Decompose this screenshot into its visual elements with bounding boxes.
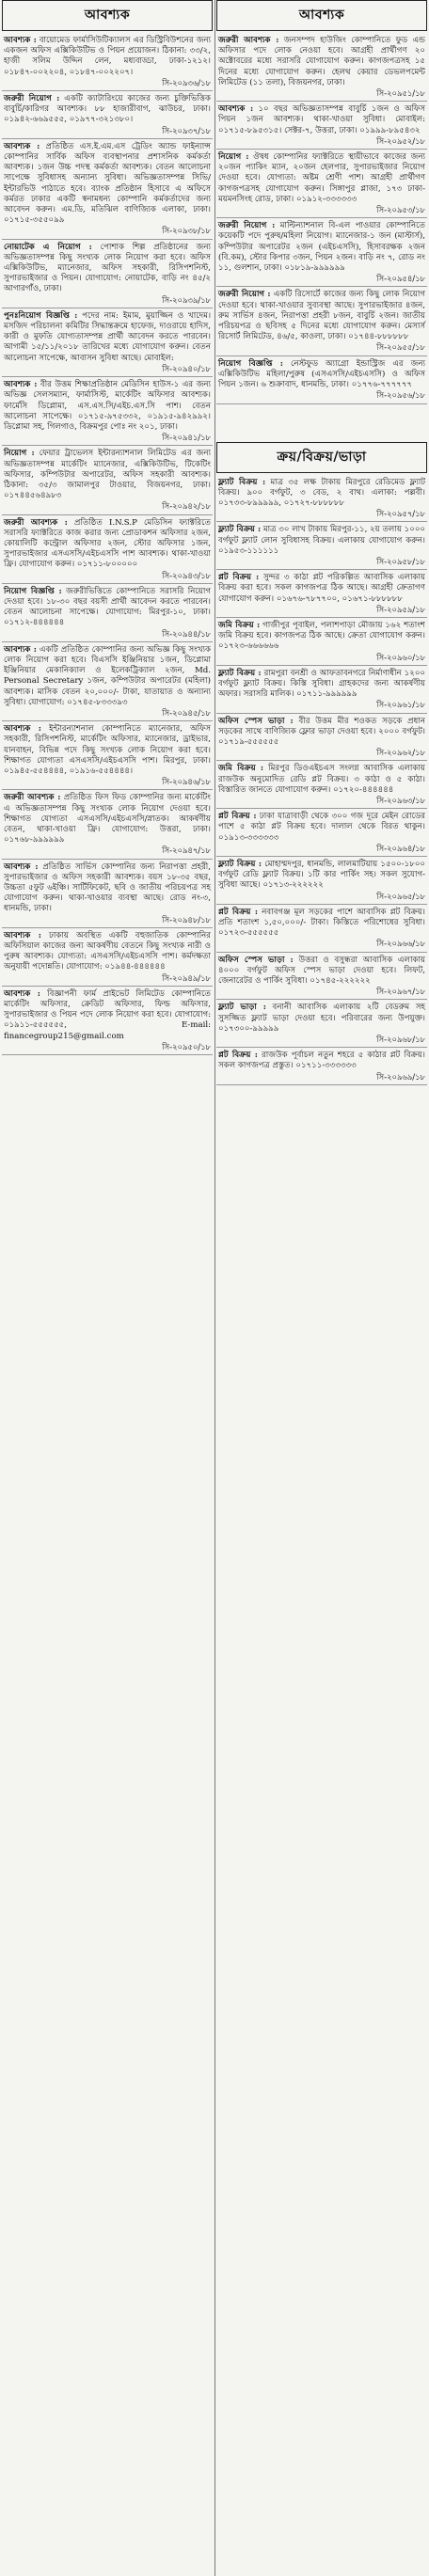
ad-lead: নিয়োগ : <box>218 152 249 163</box>
classified-ad <box>216 150 427 218</box>
ad-reference: সি-২০৯৫০/১৮ <box>162 1041 211 1051</box>
ad-body: মাল্টিন্যাশনাল বি-এল পাওয়ার কোম্পানিতে কয়েকটি পদে পুরুষ/মহিলা নিয়োগ। ম্যানেজার-১ জন (মাস্টার্স), কম্পিউটার অপারেটর ২জন (এইচএসসি), হিসাবরক্ষক ২জন (বি.কম), স্টোর কিপার ৩জন, পিয়ন ২জন। বাড়ি নং ৭, রোড নং ১১, গুলশান, ঢাকা। ০১৮১৯-৯৯৯৯৯৯ <box>218 221 428 274</box>
classified-ad <box>2 642 213 721</box>
ad-body: উত্তরা ও বসুন্ধরা আবাসিক এলাকায় ৪০০০ বর্গফুট অফিস স্পেস ভাড়া দেওয়া হবে। লিফট, জেনারেটর ও পার্কিং সুবিধা। ০১৭৪৫-২২২২২২ <box>218 955 428 987</box>
ad-lead: প্লট বিক্রয় : <box>218 907 259 917</box>
ad-lead: নোয়াটেক এ নিয়োগ : <box>4 242 92 252</box>
ad-lead: আবশ্যক : <box>4 644 37 655</box>
classified-ad <box>2 928 213 987</box>
ad-reference: সি-২০৯৩৭/১৮ <box>162 125 211 135</box>
ad-lead: জরুরী নিয়োগ : <box>4 94 60 104</box>
classified-ad <box>2 139 213 240</box>
ad-lead: ফ্ল্যাট ভাড়া : <box>218 1003 266 1013</box>
ad-body: মোহাম্মদপুর, ধানমন্ডি, লালমাটিয়ায় ১৫০০-১৮০০ বর্গফুট রেডি ফ্ল্যাট বিক্রয়। ১টি কার পার্কিং সহ। সকল সুযোগ-সুবিধা আছে। ০১৭১৩-২২২২২২ <box>218 860 428 891</box>
classified-ad <box>2 860 213 928</box>
ad-lead: প্লট বিক্রয় : <box>218 1051 258 1061</box>
ad-lead: নিয়োগ : <box>4 449 35 459</box>
ad-lead: নিয়োগ বিজ্ঞপ্তি : <box>4 586 62 596</box>
ad-lead: প্লট বিক্রয় : <box>218 573 260 583</box>
ad-lead: জরুরী নিয়োগ : <box>218 221 276 231</box>
column-divider <box>214 0 215 2576</box>
ad-body: বীর উত্তম শিক্ষাপ্রতিষ্ঠান মেডিসিন হাউস-১ এর জন্য অভিজ্ঞ সেলসম্যান, ফার্মাসিস্ট, মার্কেটিং অফিসার আবশ্যক। ফার্মেসি ডিপ্লোমা, এস.এস.সি/এইচ.এস.সি পাশ। বেতন আলোচনা সাপেক্ষে। ০১৭১৫-৯৭৫৩৩২, ০১৯১৫-৯৪২৯৯২। ডিপ্লোমা সহ, গিলগাও, বিক্রমপুর পোঃ নং ২০১, ঢাকা। <box>4 380 214 432</box>
ad-lead: ফ্ল্যাট বিক্রয় : <box>218 477 266 487</box>
ad-reference: সি-২০৯৫১/১৮ <box>376 88 425 99</box>
classified-ad <box>216 714 427 762</box>
ad-lead: জরুরী আবশ্যক : <box>4 517 68 528</box>
ad-reference: সি-২০৯৫৪/১৮ <box>376 274 425 284</box>
ad-body: মাত্র ৩০ লাখ টাকায় মিরপুর-১১, ২য় তলায় ১০০০ বর্গফুট ফ্ল্যাট লোন সুবিধাসহ বিক্রয়। এলাকায় যোগাযোগ করুন। ০১৯৫৩-১১১১১১ <box>218 525 428 556</box>
ad-lead: আবশ্যক : <box>4 988 40 999</box>
classified-ad <box>216 666 427 714</box>
sale-section-header: ক্রয়/বিক্রয়/ভাড়া <box>216 442 427 473</box>
ad-body: নবাবগঞ্জ মূল সড়কের পাশে আবাসিক প্লট বিক্রয়। প্রতি শতাংশ ১,৫০,০০০/- টাকা। কিস্তিতে পরিশোধের সুবিধা। ০১৭২৩-৫৫৫৫৫৫ <box>218 907 428 939</box>
ad-body: জরুরীভিত্তিতে কোম্পানিতে সরাসরি নিয়োগ দেওয়া হবে। ১৮-৩০ বছর বয়সী প্রার্থী আবেদন করতে পারবেন। বেতন আলোচনা সাপেক্ষে। যোগাযোগ: মিরপুর-১০, ঢাকা। ০১৭১২-৪৪৪৪৪৪ <box>4 586 214 628</box>
ad-body: প্রতিষ্ঠিত এস.ই.এম.এস ট্রেডিং অ্যান্ড ফাইন্যান্স কোম্পানির সার্বিক অফিস ব্যবস্থাপনার প্রশাসনিক কর্মকর্তা আবশ্যক। ১জন উচ্চ পদস্থ কর্মকর্তা আবশ্যক। বেতন আলোচনা সাপেক্ষে সুবিধাসহ অন্যান্য সুবিধা। অভিজ্ঞতাসম্পন্ন সিভি/ইন্টারভিউ পাঠাতে হবে। ব্যাংক প্রতিষ্ঠান হিসাবে এ অফিসে কর্মরত ঢাকার একটি স্বনামধন্য কোম্পানি কর্মকর্তাদের জন্য আবেদন করুন। এম.ডি, মতিঝিল বাণিজ্যিক এলাকা, ঢাকা। ০১৭১৫-৩৫৫০৯৯ <box>4 141 214 226</box>
ad-lead: জরুরী নিয়োগ : <box>218 290 271 300</box>
left-column <box>2 0 213 2576</box>
section-gap <box>216 404 427 442</box>
ad-reference: সি-২০৯৫৭/১৮ <box>376 509 425 519</box>
ad-body: মিরপুর ডিওএইচএস সংলগ্ন আবাসিক এলাকায় রাজউক অনুমোদিত রেডি প্লট বিক্রয়। ৩ কাঠা ও ৫ কাঠা। বিস্তারিত জানতে যোগাযোগ করুন। ০১৭২০-৪৪৪৪৪৪ <box>218 764 428 795</box>
ad-lead: পুনঃনিয়োগ বিজ্ঞপ্তি : <box>4 310 78 321</box>
ad-body: পোশাক শিল্প প্রতিষ্ঠানের জন্য অভিজ্ঞতাসম্পন্ন কিছু সংখ্যক লোক নিয়োগ করা হবে। অফিস এক্সিকিউটিভ, ম্যানেজার, অফিস সহকারী, রিসিপশনিস্ট, সুপারভাইজার ও পিয়ন। যোগাযোগ: নোয়াটেক, বাড়ি নং ৪৫/২ আগারগাঁও, ঢাকা। <box>4 242 214 294</box>
ad-reference: সি-২০৯৬০/১৮ <box>376 652 425 662</box>
ad-reference: সি-২০৯৬৩/১৮ <box>376 795 425 805</box>
classified-ad <box>2 308 213 377</box>
ad-body: গাজীপুর পূবাইল, পলাশপাড়া মৌজায় ১৬২ শতাংশ জমি বিক্রয় হবে। কাগজপত্র ঠিক আছে। ক্রেতা যোগাযোগ করুন। ০১৭২৩-৬৬৬৬৬৬ <box>218 620 428 652</box>
ad-reference: সি-২০৯৪০/১৮ <box>162 363 211 373</box>
ad-body: জনসম্পদ হাউজিং কোম্পানিতে ফুড এন্ড অফিসার পদে লোক নেওয়া হবে। আগ্রহী প্রার্থীগণ ২০ অক্টোবরের মধ্যে সরাসরি যোগাযোগ করুন। কাগজপত্রসহ ১৫ দিনের মধ্যে যোগাযোগ করুন। হেলথ কেয়ার ডেভলপমেন্ট লিমিটেড (১১ তলা), বিজয়নগর, ঢাকা। <box>218 36 428 87</box>
ad-lead: আবশ্যক : <box>4 380 38 390</box>
ad-reference: সি-২০৯৩৮/১৮ <box>162 226 211 236</box>
ad-reference: সি-২০৯৪২/১৮ <box>162 501 211 512</box>
ad-body: প্রতিষ্ঠিত ফিস ফিড কোম্পানির জন্য মার্কেটিং এ অভিজ্ঞতাসম্পন্ন কিছু সংখ্যক লোক নিয়োগ দেওয়া হবে। শিক্ষাগত যোগ্যতা এসএসসি/এইচএসসি/স্নাতক। আকর্ষণীয় বেতন, থাকা-খাওয়া ফ্রি। যোগাযোগ: উত্তরা, ঢাকা। ০১৭৬৮-৯৯৯৯৯৯ <box>4 793 214 845</box>
classified-ad <box>216 287 427 356</box>
classified-ad <box>216 218 427 287</box>
ad-body: বনানী আবাসিক এলাকায় ২টি বেডরুম সহ সুসজ্জিত ফ্ল্যাট ভাড়া দেওয়া হবে। পরিবারের জন্য উপযুক্ত। ০১৭৩০০-৯৯৯৯৯ <box>218 1003 428 1034</box>
ad-body: ইন্টারন্যাশনাল কোম্পানিতে ম্যানেজার, অফিস সহকারী, রিসিপশনিস্ট, মার্কেটিং অফিসার, ম্যানেজার, ড্রাইভার, যানবাহন, বিভিন্ন পদে কিছু সংখ্যক লোক নিয়োগ করা হবে। শিক্ষাগত যোগ্যতা এসএসসি/এইচএসসি পাশ। মিরপুর, ঢাকা। ০১৯৪৫-৫৫৪৪৪৪, ০১৯১৬-৫৫৪৪৪৪। <box>4 724 214 776</box>
ad-lead: জমি বিক্রয় : <box>218 764 264 774</box>
ad-lead: অফিস স্পেস ভাড়া : <box>218 716 294 726</box>
ad-reference: সি-২০৯৬৪/১৮ <box>376 843 425 853</box>
ad-body: সুন্দর ৩ কাঠা প্লট পরিকল্পিত আবাসিক এলাকায় বিক্রয় করা হবে। সকল কাগজপত্র ঠিক আছে। আগ্রহী ক্রেতাগণ যোগাযোগ করুন। ০১৬৭৬-৭৮৭৭০০, ০১৬৭১-৮৮৮৮৮৮ <box>218 573 428 604</box>
classified-ad <box>216 522 427 570</box>
ad-reference: সি-২০৯৪১/১৮ <box>162 433 211 443</box>
ad-body: রাজউক পূর্বাচল নতুন শহরে ৫ কাঠার প্লট বিক্রয়। সকল কাগজপত্র প্রস্তুত। ০১৭১১-৩৩৩৩৩৩ <box>218 1051 428 1071</box>
ad-lead: ফ্ল্যাট বিক্রয় : <box>218 860 262 869</box>
ad-body: ঢাকা যাত্রাবাড়ী থেকে ৩০০ গজ দূরে মেইন রোডের পাশে ৫ কাঠা প্লট বিক্রয় হবে। দালাল থেকে বিরত থাকুন। ০১৯১৩-৩৩৩৩৩৩ <box>218 812 428 843</box>
ad-reference: সি-২০৯৩৬/১৮ <box>162 77 211 87</box>
ad-body: বিজ্ঞাপনী ফার্ম প্রাইভেট লিমিটেড কোম্পানিতে মার্কেটিং অফিসার, ক্রেডিট অফিসার, ফিল্ড অফিসার, সুপারভাইজার ও পিয়ন পদে লোক নিয়োগ করা হবে। যোগাযোগ: ০১৯১১-৫৫৫৫৫৫, E-mail: financegroup215@gmail.com <box>4 988 214 1041</box>
ad-body: ফেয়ার ট্রাভেলস ইন্টারন্যাশনাল লিমিটেড এর জন্য অভিজ্ঞতাসম্পন্ন মার্কেটিং ম্যানেজার, এক্সিকিউটিভ, টিকেটিং অফিসার, কম্পিউটার অপারেটর, অফিস সহকারী আবশ্যক। ঠিকানা: ৩৫/৩ জামালপুর টাওয়ার, বিজয়নগর, ঢাকা। ০১৭৪৪৫৬৪৯৮৩ <box>4 449 214 501</box>
ad-lead: আবশ্যক : <box>4 724 41 735</box>
ad-reference: সি-২০৯৬৮/১৮ <box>376 1035 425 1045</box>
ad-reference: সি-২০৯৬৫/১৮ <box>376 891 425 901</box>
ad-reference: সি-২০৯৪৮/১৮ <box>162 914 211 925</box>
classified-ad <box>216 356 427 404</box>
ad-lead: প্লট বিক্রয় : <box>218 812 257 822</box>
left-column-header: আবশ্যক <box>2 0 213 31</box>
ad-lead: জরুরী আবশ্যক : <box>218 36 279 45</box>
ad-reference: সি-২০৯৪৬/১৮ <box>162 777 211 787</box>
sale-ad-list <box>216 475 427 1085</box>
classified-ad <box>216 857 427 905</box>
classified-ad <box>2 584 213 642</box>
ad-body: রামপুরা বনশ্রী ও আফতাবনগরে নির্মাণাধীন ১২০০ বর্গফুট ফ্ল্যাট বিক্রয়। কিস্তি সুবিধা। গ্রাহকদের জন্য আকর্ষণীয় অফার। সরাসরি মালিক। ০১৭১১-৯৯৯৯৯৯ <box>218 668 428 700</box>
ad-reference: সি-২০৯৩৯/১৮ <box>162 294 211 305</box>
classified-ad <box>2 721 213 790</box>
ad-reference: সি-২০৯৫৬/১৮ <box>376 390 425 401</box>
classified-ad <box>2 446 213 514</box>
ad-reference: সি-২০৯৫৯/১৮ <box>376 604 425 614</box>
classified-ad <box>216 1048 427 1085</box>
ad-body: বায়োমেড ফার্মাসিউটিক্যালস এর ডিস্ট্রিবিউশনের জন্য একজন অফিস এক্সিকিউটিভ ও পিয়ন প্রয়োজন। ঠিকানা: ৩৩/২, হাজী সলিম উদ্দিন লেন, মধ্যবাড্ডা, ঢাকা-১২১২। ০১৮৪৭-০০২২০৪, ০১৮৪৭-০০২২০৭। <box>4 36 214 77</box>
ad-reference: সি-২০৯৬৭/১৮ <box>376 987 425 997</box>
classified-ad <box>216 953 427 1001</box>
ad-body: একটি রিসোর্টে কাজের জন্য কিছু লোক নিয়োগ দেওয়া হবে। থাকা-খাওয়ার সুব্যবস্থা আছে। সুপারভাইজার ৪জন, রুম সার্ভিস ৪জন, নিরাপত্তা প্রহরী ৮জন, বাবুর্চি ২জন। জাতীয় পরিচয়পত্র ও ছবিসহ ৫ দিনের মধ্যে যোগাযোগ করুন। মেসার্স রিসোর্ট লিমিটেড, ৪৬/৫, কাওলা, ঢাকা। ০১৭৪৪-৮৮৮৮৮৮ <box>218 290 428 342</box>
ad-body: ঢাকায় অবস্থিত একটি বহুজাতিক কোম্পানির অফিসিয়াল কাজের জন্য আকর্ষণীয় বেতনে কিছু সংখ্যক নারী ও পুরুষ আবশ্যক। যোগ্যতা: এসএসসি/এইচএসসি পাশ। কর্মদক্ষতা অনুযায়ী পদোন্নতি। যোগাযোগ: ০১৯৪৪-৪৪৪৪৪৪ <box>4 930 214 972</box>
ad-lead: আবশ্যক : <box>4 141 40 151</box>
right-column <box>216 0 427 2576</box>
left-ad-list <box>2 33 213 1055</box>
classified-ad <box>216 1000 427 1048</box>
ad-reference: সি-২০৯৪৯/১৮ <box>162 972 211 983</box>
ad-lead: ফ্ল্যাট বিক্রয় : <box>218 668 262 678</box>
ad-body: ঔষধ কোম্পানির ফ্যাক্টরিতে স্থায়ীভাবে কাজের জন্য ২০জন প্যাকিং ম্যান, ২০জন হেলপার, সুপারভাইজার নিয়োগ দেওয়া হবে। যোগ্যতা: অষ্টম শ্রেণী পাশ। আগ্রহী প্রার্থীগণ কাগজপত্রসহ যোগাযোগ করুন। সিঙ্গাপুর প্লাজা, ১৭৩ ঢাকা-ময়মনসিংহ রোড, ঢাকা। ০১৯১২-৩৩৩৩৩৩ <box>218 152 428 204</box>
ad-reference: সি-২০৯৬১/১৮ <box>376 700 425 710</box>
classified-ad <box>2 377 213 446</box>
classified-ad <box>2 33 213 91</box>
ad-reference: সি-২০৯৫৫/১৮ <box>376 342 425 353</box>
classified-ad <box>2 515 213 584</box>
ad-reference: সি-২০৯৪৪/১৮ <box>162 628 211 639</box>
ad-reference: সি-২০৯৫২/১৮ <box>376 135 425 146</box>
classified-ad <box>2 240 213 308</box>
classified-ad <box>216 761 427 809</box>
classified-ad <box>216 618 427 666</box>
ad-lead: আবশ্যক : <box>4 930 41 940</box>
classified-ad <box>2 790 213 859</box>
right-ad-list <box>216 33 427 404</box>
classified-ad <box>2 91 213 139</box>
classified-ad <box>216 33 427 102</box>
ad-lead: আবশ্যক : <box>4 861 39 872</box>
classified-ad <box>2 987 213 1055</box>
ad-reference: সি-২০৯৬৯/১৮ <box>376 1071 425 1082</box>
classified-ad <box>216 102 427 150</box>
ad-reference: সি-২০৯৫৮/১৮ <box>376 556 425 566</box>
ad-body: নেস্টফুড অ্যাগ্রো ইন্ডাস্ট্রিজ এর জন্য এক্সিকিউটিভ মহিলা/পুরুষ (এসএসসি/এইচএসসি) ও অফিস পিয়ন ১জন। ৬ শুক্রাবাদ, ধানমন্ডি, ঢাকা। ০১৭৭৬-৭৭৭৭৭৭ <box>218 358 428 390</box>
ad-reference: সি-২০৯৪৭/১৮ <box>162 845 211 856</box>
ad-body: একটি প্রতিষ্ঠিত কোম্পানির জন্য অভিজ্ঞ কিছু সংখ্যক লোক নিয়োগ করা হবে। বিএসসি ইঞ্জিনিয়ার ১জন, ডিপ্লোমা ইঞ্জিনিয়ার মেকানিক্যাল ও ইলেকট্রিক্যাল ২জন, Md. Personal Secretary ১জন, কম্পিউটার অপারেটর (মহিলা) আবশ্যক। মাসিক বেতন ২০,০০০/- টাকা, যাতায়াত ও অন্যান্য সুবিধা। যোগাযোগ: ০১৭৪৫-৮৩৩৩৯৩ <box>4 644 214 707</box>
ad-body: প্রতিষ্ঠিত I.N.S.P মেডিসিন ফ্যাক্টরিতে সরাসরি ফ্যাক্টরিতে কাজ করার জন্য প্রোডাকশন অফিসার ২জন, কোয়ালিটি কন্ট্রোল অফিসার ২জন, স্টোর অফিসার ১জন, সুপারভাইজার এসএসসি/এইচএসসি পাশ আবশ্যক। থাকা-খাওয়া ফ্রি। যোগাযোগ করুন। ০১৭১১-৮০০০০০ <box>4 517 214 570</box>
ad-body: পদের নাম: ইমাম, মুয়াজ্জিন ও খাদেম। মসজিদ পরিচালনা কমিটির সিদ্ধান্তক্রমে হাফেজ, দাওরায়ে হাদিস, কারী ও মুফতি যোগ্যতাসম্পন্ন প্রার্থী আবেদন করতে পারবেন। আগামী ১৫/১১/২০১৮ তারিখের মধ্যে যোগাযোগ করুন। বেতন আলোচনা সাপেক্ষে, আবাসন সুবিধা আছে। মোবাইল: <box>4 310 214 363</box>
ad-reference: সি-২০৯৬২/১৮ <box>376 748 425 758</box>
ad-body: মাত্র ৩৫ লক্ষ টাকায় মিরপুরে রেডিমেড ফ্ল্যাট বিক্রয়। ৯০০ বর্গফুট, ৩ বেড, ২ বাথ। এলাকা: পল্লবী। ০১৭৩৩-৮৯৯৯৯৯, ০১৭২৭-৮৮৮৮৮৮ <box>218 477 428 508</box>
ad-lead: আবশ্যক : <box>4 36 37 45</box>
ad-reference: সি-২০৯৪৫/১৮ <box>162 707 211 718</box>
ad-lead: আবশ্যক : <box>218 104 254 115</box>
ad-lead: ফ্ল্যাট বিক্রয় : <box>218 525 262 535</box>
ad-body: বীর উত্তম মীর শওকত সড়কে প্রধান সড়কের সাথে বাণিজ্যিক ফ্লোর ভাড়া দেওয়া হবে। ২০০০ বর্গফুট। ০১৭১৯-৫৫৫৫৫৫ <box>218 716 428 747</box>
ad-body: একটি ক্যাটারিংয়ে কাজের জন্য চুক্তিভিত্তিক বাবুর্চি/কারিগর আবশ্যক। ৮৮ হাজারীবাগ, ঝাউচর, ঢাকা। ০১৯৪২-৬৬৯৫৫৫, ০১৯৭৭-৩২১৩৮০। <box>4 94 214 125</box>
ad-lead: জরুরী আবশ্যক : <box>4 793 61 803</box>
classified-ad <box>216 570 427 618</box>
ad-lead: জমি বিক্রয় : <box>218 620 261 630</box>
ad-lead: অফিস স্পেস ভাড়া : <box>218 955 294 965</box>
ad-body: প্রতিষ্ঠিত সার্ভিস কোম্পানির জন্য নিরাপত্তা প্রহরী, সুপারভাইজার ও অফিস সহকারী আবশ্যক। বয়স ১৮-৩৫ বছর, উচ্চতা ৫ফুট ৬ইঞ্চি। সার্টিফিকেট, ছবি ও জাতীয় পরিচয়পত্র সহ যোগাযোগ করুন। থাকা-খাওয়ার ব্যবস্থা আছে। রোড নং-৩, ধানমন্ডি, ঢাকা। <box>4 861 214 914</box>
ad-body: ১০ বছর অভিজ্ঞতাসম্পন্ন বাবুর্চি ১জন ও অফিস পিয়ন ১জন আবশ্যক। থাকা-খাওয়া সুবিধা। মোবাইল: ০১৭১৫-৮৯৫৩১৫। সেক্টর-৭, উত্তরা, ঢাকা। ০১৯৯৯-৮৯৫৪৩২ <box>218 104 428 135</box>
classified-ad <box>216 809 427 857</box>
right-column-header: আবশ্যক <box>216 0 427 31</box>
ad-reference: সি-২০৯৬৬/১৮ <box>376 939 425 949</box>
classified-ad <box>216 905 427 953</box>
ad-reference: সি-২০৯৫৩/১৮ <box>376 205 425 215</box>
ad-reference: সি-২০৯৪৩/১৮ <box>162 570 211 580</box>
classified-ad <box>216 475 427 523</box>
ad-lead: নিয়োগ বিজ্ঞপ্তি : <box>218 358 283 369</box>
